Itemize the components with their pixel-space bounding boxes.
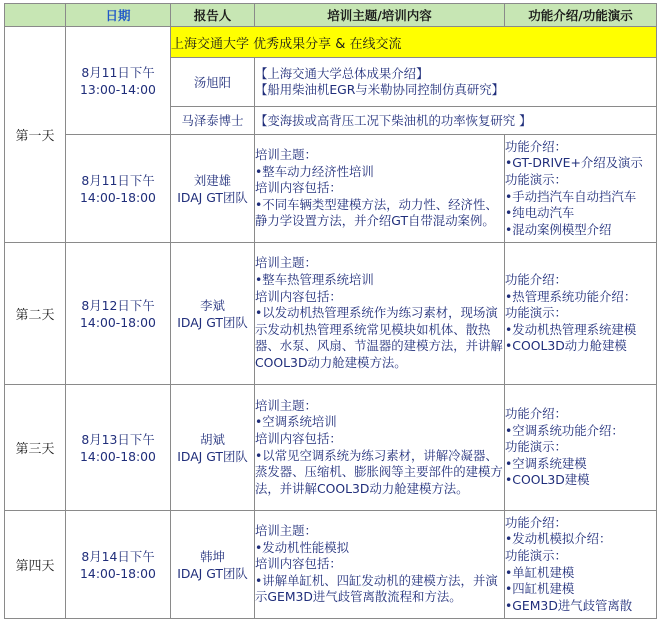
header-function: 功能介绍/功能演示 [505,4,657,27]
training-schedule-table [4,3,657,619]
day1-talk1-title-1: 【上海交通大学总体成果介绍】 [255,66,429,81]
day4-time: 14:00-18:00 [80,565,156,581]
day2-topic [255,243,505,385]
day1-function-line-3: 功能演示： [505,171,567,187]
day3-function [505,385,657,511]
day3-team: IDAJ GT团队 [177,448,248,464]
header-date: 日期 [66,4,171,27]
day4-row [5,511,657,619]
day1-afternoon-team: IDAJ GT团队 [177,189,248,205]
day4-function-line-4: •单缸机建模 [505,564,575,580]
day2-function-line-3: 功能演示： [505,305,567,321]
day2-team: IDAJ GT团队 [177,314,248,330]
day1-afternoon-topic [255,135,505,243]
day2-time: 14:00-18:00 [80,314,156,330]
day1-talk1-speaker: 汤旭阳 [171,58,255,107]
day4-topic-line-3: 培训内容包括： [255,556,342,572]
day1-banner: 上海交通大学 优秀成果分享 & 在线交流 [171,27,657,58]
day1-function-line-2: •GT-DRIVE+介绍及演示 [505,155,643,171]
day3-topic-line-1: 培训主题： [255,397,317,413]
day3-date: 8月13日下午 [81,431,155,447]
day3-topic-line-2: •空调系统培训 [255,414,337,430]
day1-topic-line-2: •整车动力经济性培训 [255,163,374,179]
day2-row [5,243,657,385]
day2-topic-line-3: 培训内容包括： [255,288,342,304]
day1-topic-line-4: •不同车辆类型建模方法，动力性、经济性、静力学设置方法，并介绍GT自带混动案例。 [255,196,498,229]
day2-function [505,243,657,385]
day3-topic-line-3: 培训内容包括： [255,430,342,446]
day1-talk1-title-2: 【船用柴油机EGR与米勒协同控制仿真研究】 [255,82,505,97]
day3-speaker-cell [171,385,255,511]
day1-morning-time: 13:00-14:00 [80,81,156,97]
day1-talk2-speaker: 马泽泰博士 [171,107,255,135]
day3-function-line-4: •空调系统建模 [505,455,587,471]
day1-afternoon-time: 14:00-18:00 [80,189,156,205]
day4-topic [255,511,505,619]
day3-time: 14:00-18:00 [80,448,156,464]
day4-datetime [66,511,171,619]
day3-datetime [66,385,171,511]
day1-function-line-5: •纯电动汽车 [505,205,575,221]
day1-morning-datetime [66,27,171,135]
day1-talk2-title-1: 【变海拔或高背压工况下柴油机的功率恢复研究 】 [255,112,532,128]
day4-function-line-1: 功能介绍： [505,514,567,530]
day1-topic-line-1: 培训主题： [255,147,317,163]
day4-function-line-5: •四缸机建模 [505,581,575,597]
day1-function-line-6: •混动案例模型介绍 [505,221,612,237]
day4-topic-line-1: 培训主题： [255,523,317,539]
day1-banner-row [5,27,657,58]
header-row [5,4,657,27]
day2-function-line-4: •发动机热管理系统建模 [505,321,637,337]
day2-function-line-1: 功能介绍： [505,272,567,288]
day2-speaker: 李斌 [200,297,225,313]
day4-speaker-cell [171,511,255,619]
day1-afternoon-date: 8月11日下午 [81,172,155,188]
day4-team: IDAJ GT团队 [177,565,248,581]
day2-date: 8月12日下午 [81,297,155,313]
day2-datetime [66,243,171,385]
day1-afternoon-speaker: 刘建雄 [193,172,232,188]
day4-date: 8月14日下午 [81,548,155,564]
day1-function-line-1: 功能介绍： [505,138,567,154]
day2-speaker-cell [171,243,255,385]
day1-talk2-titles [255,107,657,135]
day3-function-line-2: •空调系统功能介绍： [505,422,624,438]
day4-function-line-3: 功能演示： [505,547,567,563]
day2-topic-line-2: •整车热管理系统培训 [255,272,374,288]
header-speaker: 报告人 [171,4,255,27]
day2-label: 第二天 [5,243,66,385]
day3-function-line-1: 功能介绍： [505,406,567,422]
day1-function-line-4: •手动挡汽车自动挡汽车 [505,188,637,204]
day3-label: 第三天 [5,385,66,511]
header-topic: 培训主题/培训内容 [255,4,505,27]
day3-row [5,385,657,511]
day1-afternoon-speaker-cell [171,135,255,243]
day1-afternoon-function [505,135,657,243]
day1-afternoon-datetime [66,135,171,243]
day4-topic-line-4: •讲解单缸机、四缸发动机的建模方法，并演示GEM3D进气歧管离散流程和方法。 [255,572,498,605]
day3-topic [255,385,505,511]
day3-function-line-3: 功能演示： [505,439,567,455]
day2-topic-line-1: 培训主题： [255,255,317,271]
day1-topic-line-3: 培训内容包括： [255,180,342,196]
day4-topic-line-2: •发动机性能模拟 [255,539,350,555]
day3-topic-line-4: •以常见空调系统为练习素材，讲解冷凝器、蒸发器、压缩机、膨胀阀等主要部件的建模方法，并讲解COOL3D动力舱建模方法。 [255,447,503,496]
day1-label: 第一天 [5,27,66,243]
day1-talk1-titles [255,58,657,107]
header-day [5,4,66,27]
day2-function-line-2: •热管理系统功能介绍： [505,288,637,304]
day1-morning-date: 8月11日下午 [81,64,155,80]
day3-speaker: 胡斌 [200,431,225,447]
day4-function-line-6: •GEM3D进气歧管离散 [505,597,633,613]
day4-speaker: 韩坤 [200,548,225,564]
day1-afternoon-row [5,135,657,243]
day4-function [505,511,657,619]
day2-topic-line-4: •以发动机热管理系统作为练习素材，现场演示发动机热管理系统常见模块如机体、散热器、水泵、风扇、节温器的建模方法，并讲解COOL3D动力舱建模方法。 [255,305,503,370]
day3-function-line-5: •COOL3D建模 [505,472,590,488]
day4-function-line-2: •发动机模拟介绍： [505,531,612,547]
day2-function-line-5: •COOL3D动力舱建模 [505,338,627,354]
day4-label: 第四天 [5,511,66,619]
